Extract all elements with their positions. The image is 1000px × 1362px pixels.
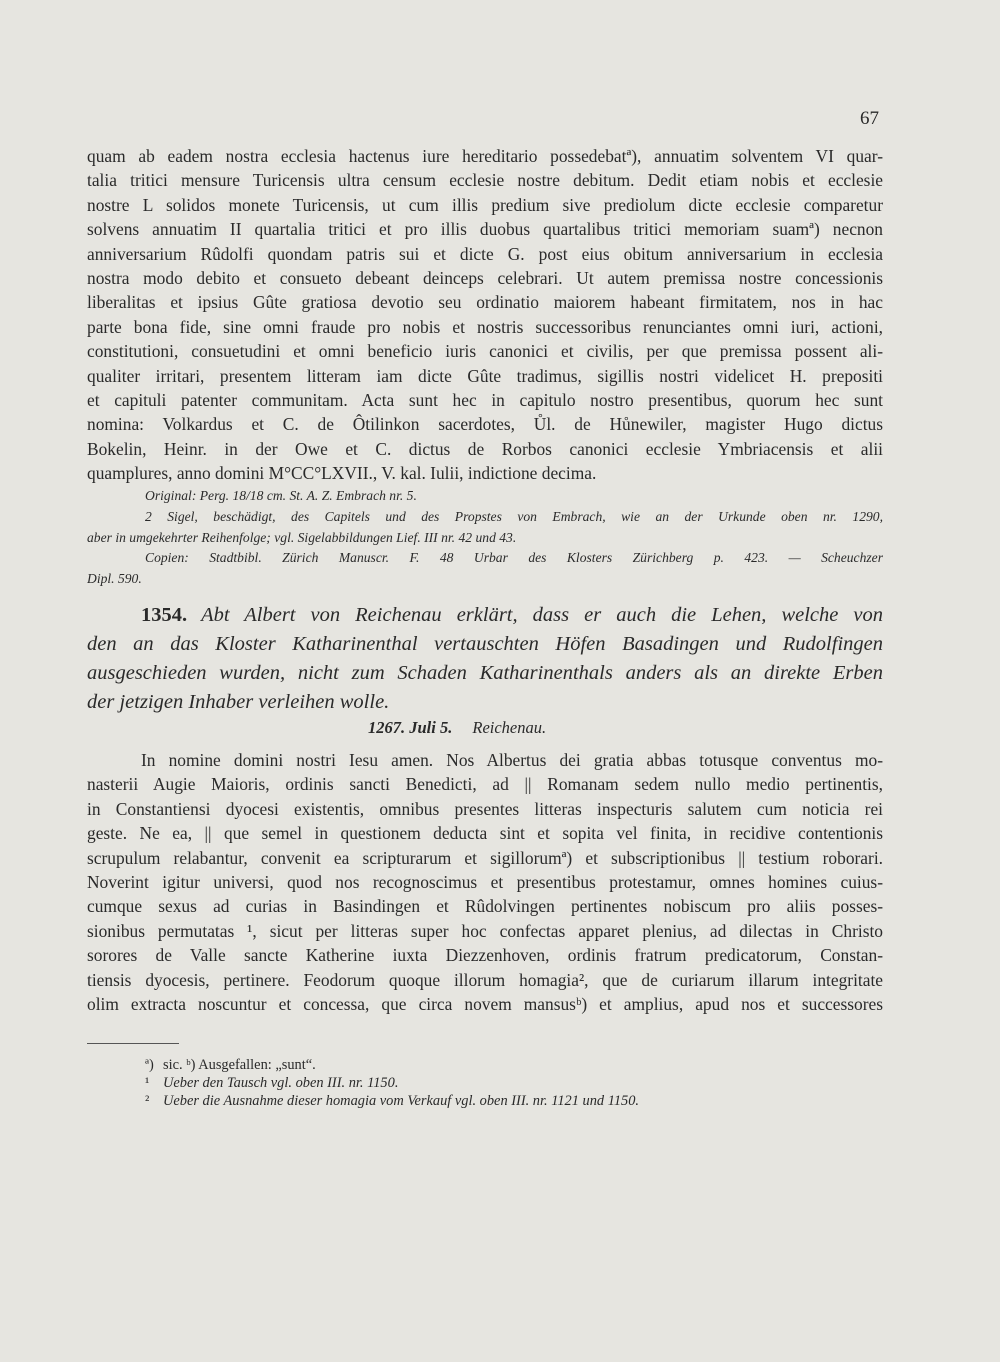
body-text-block [87,748,883,1016]
note-line: Copien: Stadtbibl. Zürich Manuscr. F. 48 Urbar des Klosters Zürichberg p. 423. — Scheuchzer [145,550,883,566]
text-line: In nomine domini nostri Iesu amen. Nos Albertus dei gratia abbas totusque conventus mo- [141,750,883,770]
text-line: qualiter irritari, presentem litteram iam dicte Gûte tradimus, sigillis nostri videlicet H. prepositi [87,365,883,386]
document-place: Reichenau. [472,718,547,737]
document-heading [87,601,883,717]
note-line: Original: Perg. 18/18 cm. St. A. Z. Embrach nr. 5. [145,488,417,503]
footnote [145,1056,845,1074]
note-line: 2 Sigel, beschädigt, des Capitels und des Propstes von Embrach, wie an der Urkunde oben nr. 1290, [145,508,883,524]
footnotes [145,1056,845,1110]
document-number: 1354. [141,604,188,626]
document-date: 1267. Juli 5. [368,718,453,737]
text-line: tiensis dyocesis, pertinere. Feodorum quoque illorum homagia², que de curiarum illarum integritate [87,969,883,990]
text-line: nostra modo debito et consueto debeant deinceps celebrari. Ut autem premissa nostre concessionis [87,267,883,288]
top-text-block [87,144,883,485]
note-line: aber in umgekehrter Reihenfolge; vgl. Sigelabbildungen Lief. III nr. 42 und 43. [87,529,517,545]
text-line: liberalitas et ipsius Gûte gratiosa devotio seu ordinatio maiorem habeant firmitatem, nos in hac [87,292,883,313]
footnote-divider [87,1043,179,1044]
text-line: parte bona fide, sine omni fraude pro nobis et nostris successoribus renunciantes omni iuri, actioni, [87,316,883,337]
heading-line: Abt Albert von Reichenau erklärt, dass er auch die Lehen, welche von [201,604,883,626]
text-line: nasterii Augie Maioris, ordinis sancti Benedicti, ad || Romanam sedem nullo medio pertinentis, [87,774,883,795]
text-line: quam ab eadem nostra ecclesia hactenus iure hereditario possedebatª), annuatim solventem VI quar- [87,146,883,166]
footnote-text: Ueber den Tausch vgl. oben III. nr. 1150. [163,1075,399,1091]
text-line: nomina: Volkardus et C. de Ôtilinkon sacerdotes, Ůl. de Hůnewiler, magister Hugo dictus [87,414,883,435]
dateline [368,718,546,738]
page-number: 67 [860,108,879,129]
footnote-text: sic. ᵇ) Ausgefallen: „sunt“. [163,1057,316,1073]
text-line: scrupulum relabantur, convenit ea scripturarum et sigillorumª) et subscriptionibus || testium roborari. [87,847,883,868]
footnote-mark: ² [145,1093,150,1109]
text-line: sionibus permutatas ¹, sicut per litteras super hoc confectas apparet plenius, ad dilectas in Christo [87,920,883,941]
footnote-text: Ueber die Ausnahme dieser homagia vom Verkauf vgl. oben III. nr. 1121 und 1150. [163,1093,640,1109]
text-line: et capituli patenter communitam. Acta sunt hec in capitulo nostro presentibus, quorum hec sunt [87,389,883,410]
heading-line: ausgeschieden wurden, nicht zum Schaden Katharinenthals anders als an direkte Erben [87,662,883,684]
heading-line: der jetzigen Inhaber verleihen wolle. [87,691,390,713]
text-line: anniversarium Rûdolfi quondam patris sui et dicte G. post eius obitum anniversarium in ecclesia [87,243,883,264]
text-line: nostre L solidos monete Turicensis, ut cum illis predium sive prediolum dicte ecclesie comparetur [87,194,883,215]
text-line: cumque sexus ad curias in Basindingen et Rûdolvingen pertinentes nobiscum pro aliis posses- [87,896,883,917]
heading-line: den an das Kloster Katharinenthal vertauschten Höfen Basadingen und Rudolfingen [87,633,883,655]
text-line: geste. Ne ea, || que semel in questionem deducta sint et sopita vel finita, in recidive contentionis [87,823,883,844]
text-line: Bokelin, Heinr. in der Owe et C. dictus de Rorbos canonici ecclesie Ymbriacensis et alii [87,438,883,459]
text-line: solvens annuatim II quartalia tritici et pro illis duobus quartalibus tritici memoriam suamª) necnon [87,219,883,240]
footnote-mark: ¹ [145,1075,150,1091]
text-line: talia tritici mensure Turicensis ultra censum ecclesie nostre debitum. Dedit etiam nobis et ecclesie [87,170,883,191]
text-line: olim extracta noscuntur et concessa, que circa novem mansusᵇ) et amplius, apud nos et successores [87,993,883,1014]
note-line: Dipl. 590. [87,571,142,587]
footnote [145,1074,845,1092]
text-line: in Constantiensi dyocesi existentis, omnibus presentes litteras inspecturis salutem cum noticia rei [87,798,883,819]
text-line: Noverint igitur universi, quod nos recognoscimus et presentibus protestamur, omnes homines cuius- [87,871,883,892]
footnote [145,1092,845,1110]
footnote-mark: ª) [145,1057,154,1073]
text-line: constitutioni, consuetudini et omni beneficio iuris canonici et civilis, per que premissa possent ali- [87,341,883,362]
archival-notes [87,486,883,590]
text-line: quamplures, anno domini M°CC°LXVII., V. kal. Iulii, indictione decima. [87,463,597,484]
text-line: sorores de Valle sancte Katherine iuxta Diezzenhoven, ordinis fratrum predicatorum, Constan- [87,945,883,966]
